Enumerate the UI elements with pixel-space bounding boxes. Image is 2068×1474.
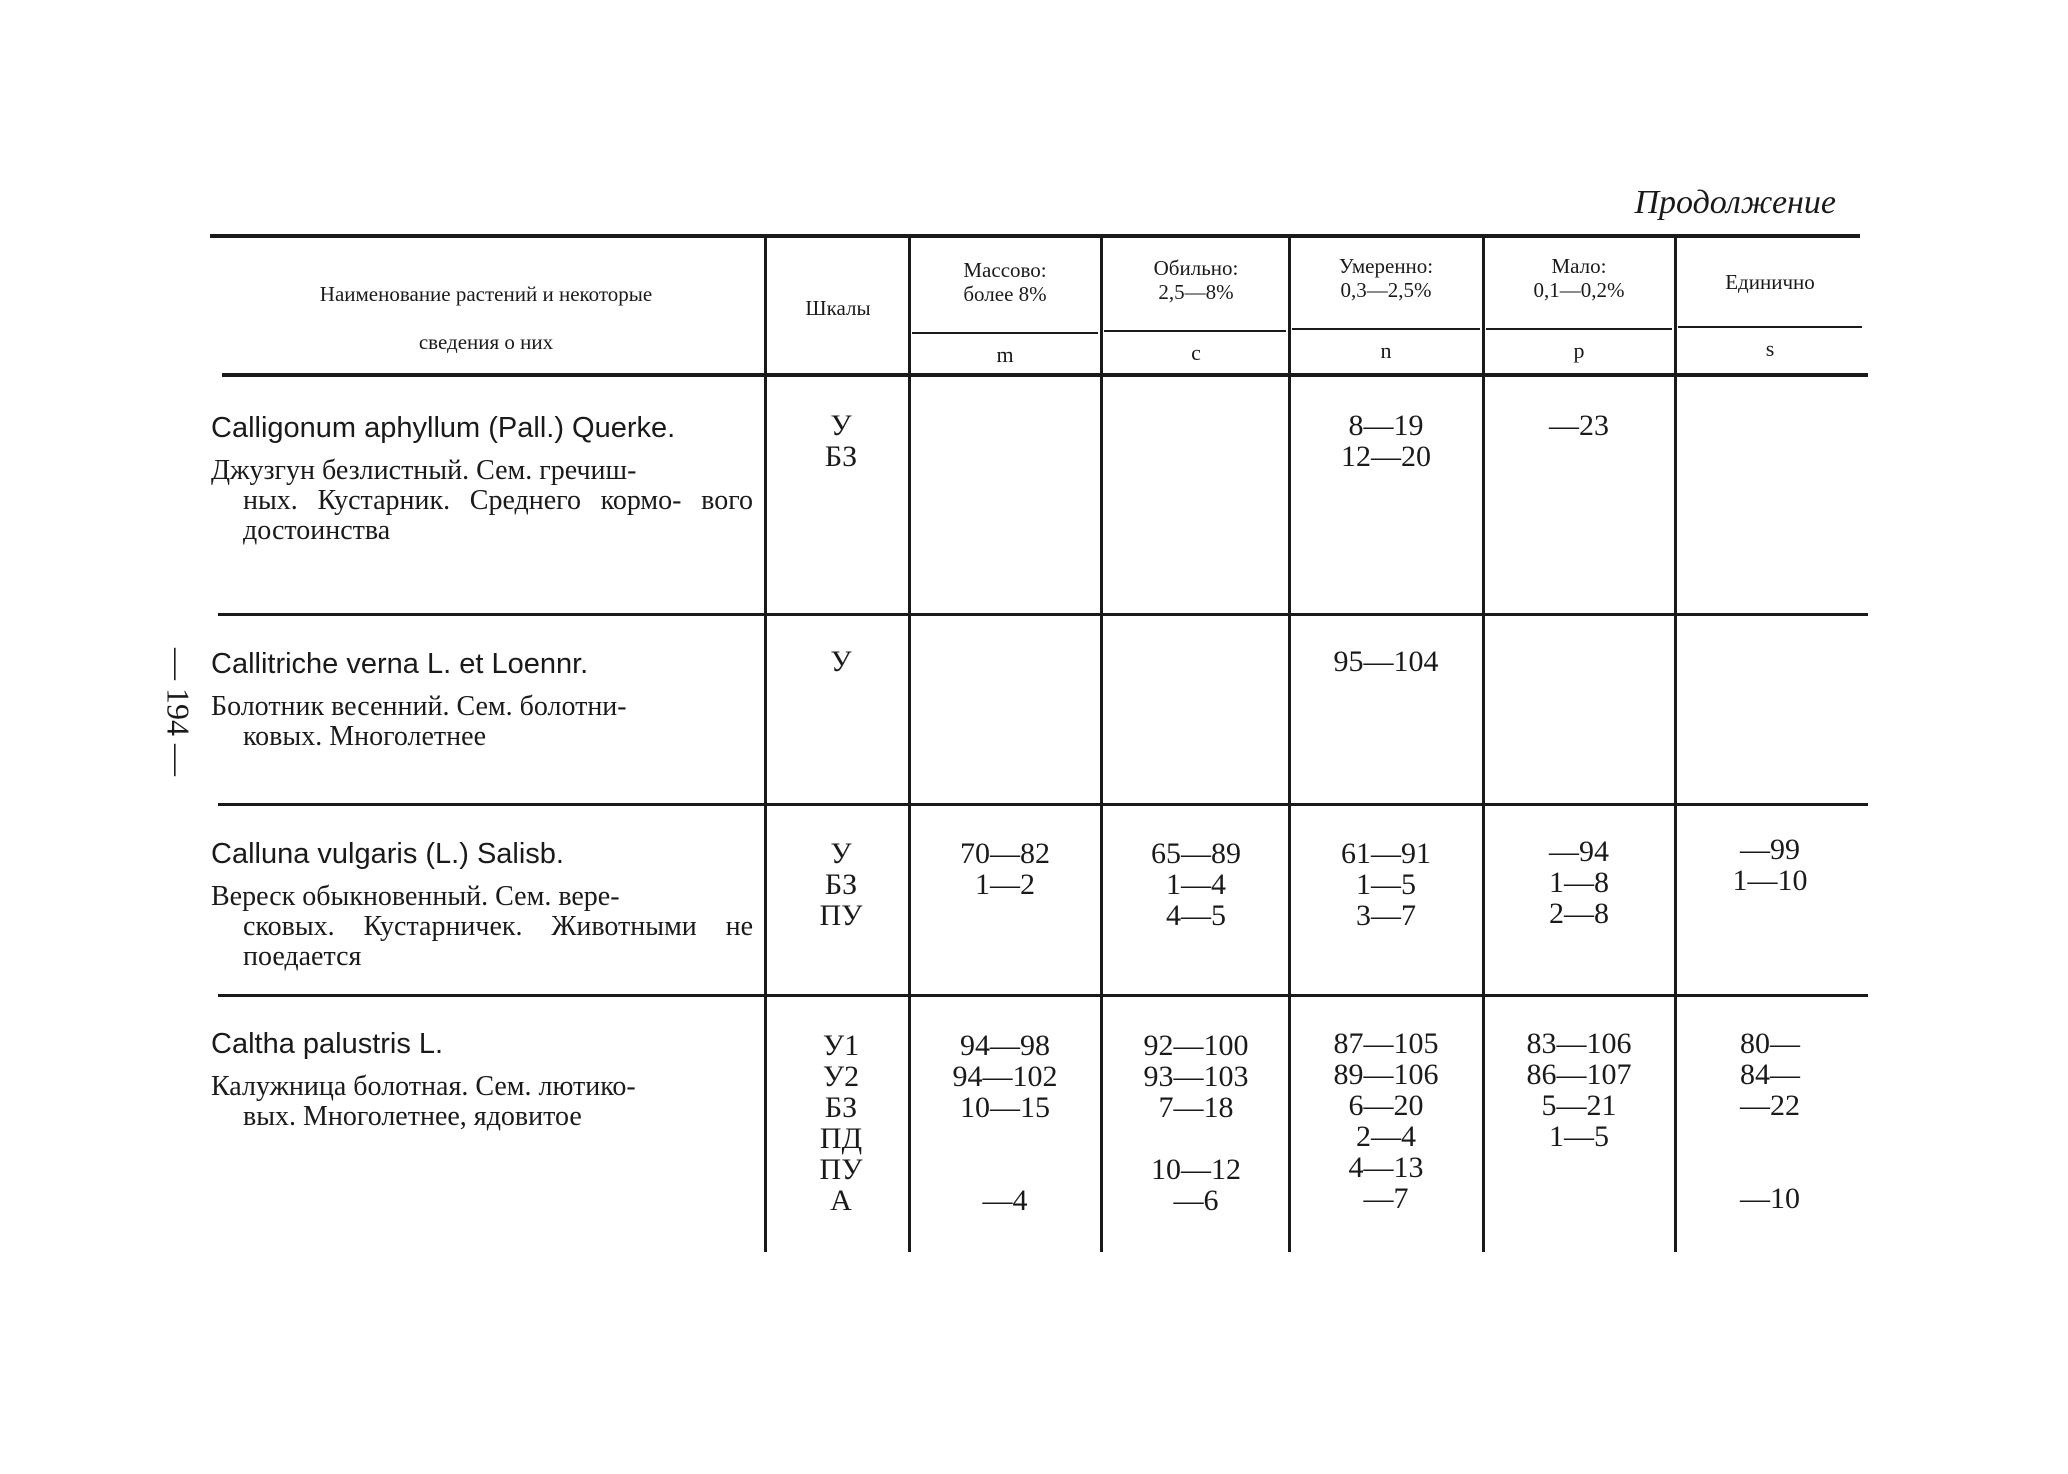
plant-description: Калужница болотная. Сем. лютико- вых. Многолетнее, ядовитое: [211, 1071, 636, 1132]
latin-name: Calligonum aphyllum (Pall.) Querke.: [211, 412, 676, 444]
value-cell-n: 61—91 1—5 3—7: [1341, 837, 1431, 932]
value-cell-s: —99 1—10: [1732, 833, 1808, 897]
continuation-label: Продолжение: [1634, 184, 1836, 221]
header-inner-rule: [1486, 328, 1672, 330]
header-obilno: Обильно: 2,5—8%: [1153, 256, 1239, 304]
latin-name: Callitriche verna L. et Loennr.: [211, 648, 589, 680]
value-cell-c: 92—100 93—103 7—18 10—12 —6: [1143, 1029, 1249, 1217]
column-rule: [1674, 236, 1677, 1252]
value-cell-n: 95—104: [1333, 645, 1439, 678]
header-code-s: s: [1765, 336, 1775, 361]
scales-list: У1 У2 БЗ ПД ПУ А: [819, 1029, 863, 1217]
header-inner-rule: [1678, 326, 1862, 328]
header-edinichno: Единично: [1725, 270, 1815, 294]
scales-list: У БЗ: [824, 409, 858, 473]
value-cell-p: —94 1—8 2—8: [1549, 835, 1609, 930]
latin-name: Caltha palustris L.: [211, 1028, 444, 1060]
plant-entry: [211, 836, 753, 972]
header-malo: Мало: 0,1—0,2%: [1533, 254, 1625, 302]
scales-list: У БЗ ПУ: [819, 837, 863, 932]
header-massovo: Массово: более 8%: [963, 258, 1047, 306]
plant-entry: [211, 410, 753, 546]
plant-description: Болотник весенний. Сем. болотни- ковых. Многолетнее: [211, 691, 627, 752]
header-inner-rule: [912, 332, 1098, 334]
header-bottom-rule: [222, 373, 1868, 377]
row-divider: [218, 803, 1868, 806]
value-cell-p: 83—106 86—107 5—21 1—5: [1526, 1027, 1632, 1153]
column-rule: [1100, 238, 1103, 1252]
column-rule: [1482, 236, 1485, 1252]
plant-description: Вереск обыкновенный. Сем. вере- сковых. Кустарничек. Животными не поедается: [211, 881, 753, 972]
scales-list: У: [830, 645, 852, 678]
row-divider: [218, 994, 1868, 997]
value-cell-c: 65—89 1—4 4—5: [1151, 837, 1241, 932]
page-number: — 194 —: [160, 648, 197, 776]
header-code-c: c: [1191, 340, 1201, 365]
header-inner-rule: [1104, 330, 1286, 332]
header-umerenno: Умеренно: 0,3—2,5%: [1338, 254, 1434, 302]
table-top-rule: [210, 234, 1860, 238]
plant-description: Джузгун безлистный. Сем. гречиш- ных. Кустарник. Среднего кормо- вого достоинства: [211, 455, 753, 546]
value-cell-p: —23: [1549, 409, 1609, 442]
header-name-column: Наименование растений и некоторые сведения о них: [319, 282, 653, 354]
header-code-p: p: [1573, 338, 1585, 363]
latin-name: Calluna vulgaris (L.) Salisb.: [211, 838, 564, 870]
value-cell-m: 94—98 94—102 10—15 —4: [952, 1029, 1058, 1217]
value-cell-m: 70—82 1—2: [960, 837, 1050, 901]
header-code-n: n: [1380, 338, 1392, 363]
header-code-m: m: [996, 342, 1014, 367]
value-cell-s: 80— 84— —22 —10: [1740, 1027, 1800, 1215]
value-cell-n: 87—105 89—106 6—20 2—4 4—13 —7: [1333, 1027, 1439, 1215]
value-cell-n: 8—19 12—20: [1341, 409, 1431, 473]
header-scales-column: Шкалы: [805, 296, 871, 320]
plant-entry: [211, 646, 753, 752]
header-inner-rule: [1292, 328, 1480, 330]
plant-entry: [211, 1026, 753, 1132]
column-rule: [1288, 236, 1291, 1252]
row-divider: [218, 613, 1868, 616]
